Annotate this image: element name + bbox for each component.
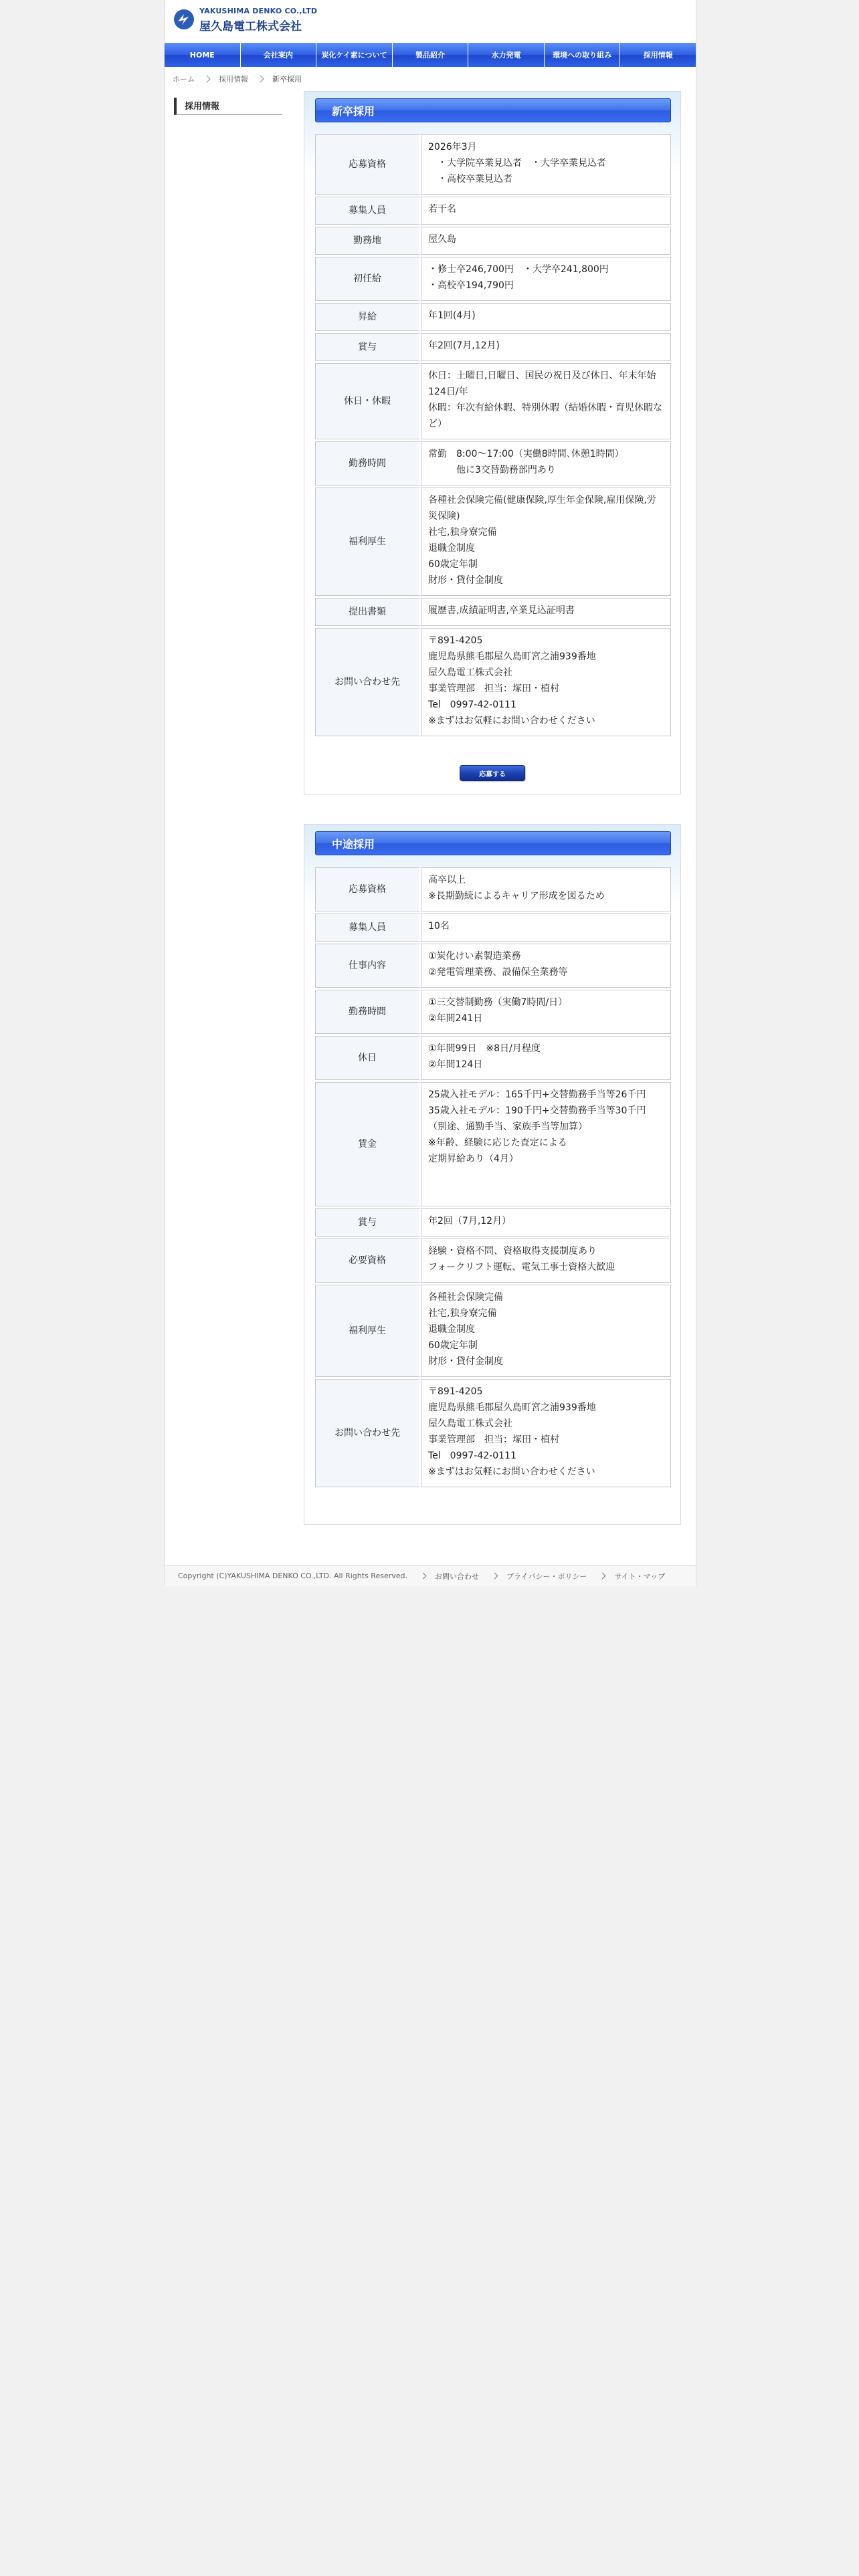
row-label: 応募資格 [315,867,421,911]
table-row [315,944,671,988]
table-row [315,333,671,361]
new-grad-table [315,134,671,736]
row-value: ①炭化けい素製造業務 ②発電管理業務、設備保全業務等 [421,944,671,988]
page-container [164,0,696,1586]
row-value: 年2回（7月,12月） [421,1208,671,1237]
row-value: 履歴書,成績証明書,卒業見込証明書 [421,598,671,626]
row-label: 昇給 [315,303,421,331]
table-row [315,628,671,736]
row-value: ①三交替制勤務（実働7時間/日） ②年間241日 [421,990,671,1034]
nav-silicon-carbide[interactable]: 炭化ケイ素について [316,43,393,67]
row-label: 賞与 [315,333,421,361]
table-row [315,1082,671,1206]
row-label: 提出書類 [315,598,421,626]
row-value: ①年間99日 ※8日/月程度 ②年間124日 [421,1036,671,1080]
table-row [315,598,671,626]
table-row [315,134,671,195]
table-row [315,441,671,486]
site-footer [165,1565,696,1586]
nav-products[interactable]: 製品紹介 [393,43,469,67]
row-value: 高卒以上 ※長期勤続によるキャリア形成を図るため [421,867,671,911]
table-row [315,488,671,596]
row-label: 初任給 [315,257,421,301]
row-label: 必要資格 [315,1239,421,1283]
row-value: 2026年3月 ・大学院卒業見込者 ・大学卒業見込者 ・高校卒業見込者 [421,134,671,195]
table-row [315,363,671,439]
company-logo-icon[interactable] [174,9,194,29]
row-value: 各種社会保険完備(健康保険,厚生年金保険,雇用保険,労災保険) 社宅,独身寮完備 退職金制度 60歳定年制 財形・貸付金制度 [421,488,671,596]
chevron-right-icon [203,75,210,82]
row-value: 休日：土曜日,日曜日、国民の祝日及び休日、年末年始 124日/年 休暇：年次有給休暇、特別休暇（結婚休暇・育児休暇など） [421,363,671,439]
row-label: 勤務時間 [315,990,421,1034]
row-value: 常勤 8:00～17:00（実働8時間､休憩1時間） 他に3交替勤務部門あり [421,441,671,486]
sidebar [174,98,282,115]
row-label: 仕事内容 [315,944,421,988]
row-label: 勤務地 [315,227,421,255]
nav-hydropower[interactable]: 水力発電 [468,43,545,67]
new-grad-title: 新卒採用 [315,98,671,122]
copyright-text: Copyright (C)YAKUSHIMA DENKO CO.,LTD. All Rights Reserved. [178,1572,407,1580]
row-label: お問い合わせ先 [315,1379,421,1487]
table-row [315,197,671,225]
chevron-right-icon [492,1573,498,1580]
table-row [315,227,671,255]
row-label: 応募資格 [315,134,421,195]
row-value: ・修士卒246,700円 ・大学卒241,800円 ・高校卒194,790円 [421,257,671,301]
row-label: 募集人員 [315,197,421,225]
row-value: 〒891-4205 鹿児島県熊毛郡屋久島町宮之浦939番地 屋久島電工株式会社 事業管理部 担当：塚田・植村 Tel 0997-42-0111 ※まずはお気軽にお問い合わせください [421,1379,671,1487]
table-row [315,914,671,942]
row-label: 募集人員 [315,914,421,942]
nav-recruit[interactable]: 採用情報 [620,43,696,67]
row-value: 経験・資格不問、資格取得支援制度あり フォークリフト運転、電気工事士資格大歓迎 [421,1239,671,1283]
nav-environment[interactable]: 環境への取り組み [545,43,621,67]
footer-link-contact[interactable]: お問い合わせ [435,1572,479,1581]
breadcrumb-home[interactable]: ホーム [173,75,195,84]
chevron-right-icon [256,75,264,82]
chevron-right-icon [599,1573,606,1580]
row-label: 賃金 [315,1082,421,1206]
chevron-right-icon [420,1573,427,1580]
row-label: 勤務時間 [315,441,421,486]
nav-company[interactable]: 会社案内 [241,43,317,67]
row-value: 年2回(7月,12月) [421,333,671,361]
row-label: 休日・休暇 [315,363,421,439]
table-row [315,867,671,911]
row-label: 福利厚生 [315,488,421,596]
nav-home[interactable]: HOME [165,43,241,67]
row-label: 福利厚生 [315,1285,421,1377]
logo-english-name[interactable]: YAKUSHIMA DENKO CO.,LTD [199,7,318,15]
table-row [315,1208,671,1237]
row-value: 25歳入社モデル：165千円+交替勤務手当等26千円 35歳入社モデル：190千円+交替勤務手当等30千円 （別途、通勤手当、家族手当等加算） ※年齢、経験に応じた査定による 定期昇給あり（4月） [421,1082,671,1206]
new-grad-section [304,91,681,794]
row-label: 賞与 [315,1208,421,1237]
breadcrumb-recruit[interactable]: 採用情報 [219,75,248,84]
site-header [165,0,696,43]
table-row [315,1285,671,1377]
mid-career-section [304,824,681,1525]
mid-career-title: 中途採用 [315,831,671,855]
breadcrumb-current: 新卒採用 [272,75,302,84]
table-row [315,1239,671,1283]
footer-link-privacy[interactable]: プライバシー・ポリシー [506,1572,587,1581]
breadcrumb [165,67,696,91]
table-row [315,1036,671,1080]
table-row [315,257,671,301]
mid-career-table [315,867,671,1487]
row-label: お問い合わせ先 [315,628,421,736]
row-value: 10名 [421,914,671,942]
footer-link-sitemap[interactable]: サイト・マップ [614,1572,666,1581]
sidebar-title[interactable]: 採用情報 [174,98,282,115]
row-value: 屋久島 [421,227,671,255]
table-row [315,990,671,1034]
apply-button[interactable]: 応募する [460,765,525,781]
row-value: 各種社会保険完備 社宅,独身寮完備 退職金制度 60歳定年制 財形・貸付金制度 [421,1285,671,1377]
logo-japanese-name[interactable]: 屋久島電工株式会社 [199,20,302,33]
global-nav [165,43,696,67]
row-value: 〒891-4205 鹿児島県熊毛郡屋久島町宮之浦939番地 屋久島電工株式会社 事業管理部 担当：塚田・植村 Tel 0997-42-0111 ※まずはお気軽にお問い合わせください [421,628,671,736]
row-value: 年1回(4月) [421,303,671,331]
table-row [315,1379,671,1487]
row-label: 休日 [315,1036,421,1080]
table-row [315,303,671,331]
row-value: 若干名 [421,197,671,225]
